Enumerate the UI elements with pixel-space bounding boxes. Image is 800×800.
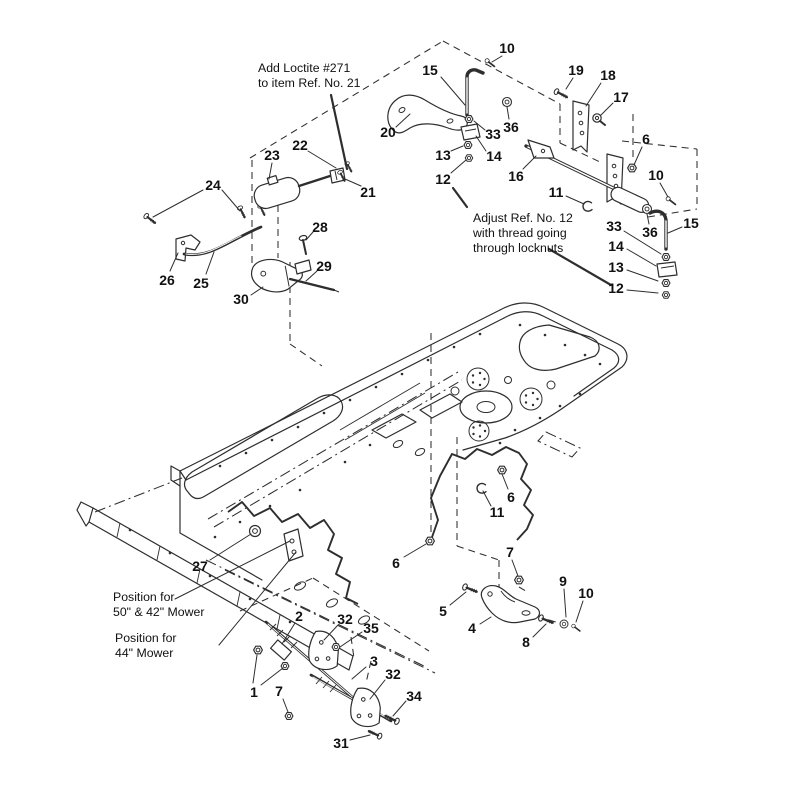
position-44-note: Position for 44" Mower — [115, 631, 177, 660]
callout-label-33: 33 — [485, 126, 501, 142]
leader-line-6 — [404, 544, 426, 557]
callout-label-5: 5 — [439, 603, 447, 619]
part-1-nut-a — [254, 646, 263, 654]
callout-label-10: 10 — [499, 40, 515, 56]
callout-label-9: 9 — [559, 573, 567, 589]
leader-line-7 — [512, 560, 518, 576]
callout-label-12: 12 — [435, 171, 451, 187]
leader-line-36 — [507, 107, 509, 119]
callout-label-20: 20 — [380, 124, 396, 140]
callout-label-32: 32 — [337, 611, 353, 627]
part-11-clip-upper — [583, 201, 592, 211]
leader-line-16 — [523, 156, 536, 169]
part-19-bolt — [553, 88, 568, 100]
callout-label-10: 10 — [648, 167, 664, 183]
callout-label-35: 35 — [363, 620, 379, 636]
callout-label-29: 29 — [316, 258, 332, 274]
callout-label-11: 11 — [548, 184, 564, 200]
part-23-actuator — [251, 168, 345, 211]
part-6-flange-nut-upper — [628, 164, 637, 172]
callout-label-28: 28 — [312, 219, 328, 235]
leader-line-1 — [253, 655, 257, 683]
leader-line-32 — [370, 680, 385, 699]
callout-label-2: 2 — [295, 608, 303, 624]
leader-line-8 — [533, 624, 546, 637]
callout-label-7: 7 — [506, 544, 514, 560]
part-28-shoulder-bolt — [299, 235, 308, 254]
callout-label-3: 3 — [370, 653, 378, 669]
leader-line-34 — [393, 701, 406, 716]
callout-label-6: 6 — [507, 489, 515, 505]
part-32-mount-plate-lower — [349, 687, 384, 728]
callout-label-6: 6 — [642, 131, 650, 147]
adjust-note-leader — [453, 188, 467, 207]
part-7-flange-nut-lower — [285, 713, 293, 720]
callout-label-30: 30 — [233, 291, 249, 307]
part-24-pin-right — [237, 205, 247, 218]
callout-label-32: 32 — [385, 666, 401, 682]
callout-label-23: 23 — [264, 147, 280, 163]
callout-label-27: 27 — [192, 558, 208, 574]
leader-line-27 — [210, 534, 251, 560]
callout-label-11: 11 — [489, 504, 505, 520]
part-10-clevis-pin-right — [665, 196, 676, 206]
leader-line-30 — [251, 287, 263, 295]
position-50-42-note: Position for 50" & 42" Mower — [113, 590, 205, 619]
part-33-locknut-front — [465, 116, 473, 123]
leader-line-35 — [340, 632, 362, 647]
part-14-trunnion-rear — [657, 262, 677, 277]
leader-line-11 — [566, 196, 584, 204]
leader-line-5 — [450, 592, 466, 605]
part-35-flange-nut — [332, 644, 340, 651]
part-29-rod — [290, 279, 339, 292]
leader-line-21 — [345, 179, 361, 186]
callout-label-31: 31 — [333, 735, 349, 751]
leader-line-3 — [352, 667, 366, 679]
part-11-clip-lower — [477, 483, 486, 493]
part-18-hanger-bracket-upper — [573, 101, 589, 152]
part-13-locknut-front — [464, 142, 472, 149]
callout-label-14: 14 — [486, 148, 502, 164]
part-13-locknut-rear — [662, 280, 670, 287]
leader-line-15 — [441, 77, 465, 105]
callout-label-19: 19 — [568, 62, 584, 78]
callout-label-12: 12 — [608, 280, 624, 296]
leader-line-13 — [451, 146, 463, 151]
part-36-washer-front — [503, 98, 512, 107]
part-33-locknut-rear — [662, 254, 670, 261]
loctite-note: Add Loctite #271 to item Ref. No. 21 — [258, 61, 361, 90]
callout-label-1: 1 — [250, 684, 258, 700]
callout-label-33: 33 — [606, 218, 622, 234]
callout-label-25: 25 — [193, 275, 209, 291]
leader-line-13 — [627, 270, 658, 281]
part-7-flange-nut-upper — [515, 576, 524, 584]
leader-line-10 — [660, 183, 668, 197]
part-9-washer — [560, 620, 568, 628]
callout-label-14: 14 — [608, 238, 624, 254]
callout-label-8: 8 — [522, 634, 530, 650]
callout-label-24: 24 — [205, 177, 221, 193]
part-17-pivot-pin — [593, 114, 605, 125]
leader-line-15 — [668, 227, 682, 233]
callout-label-26: 26 — [159, 272, 175, 288]
callout-leader-lines — [153, 56, 682, 740]
callout-label-18: 18 — [600, 67, 616, 83]
leader-line-17 — [601, 103, 613, 115]
callout-label-15: 15 — [683, 215, 699, 231]
part-30-guard-bracket — [250, 258, 311, 295]
part-12-adjuster-nut-rear — [662, 292, 669, 298]
part-6-flange-nut-mid — [498, 466, 507, 474]
leader-line-36 — [647, 214, 649, 224]
callout-label-16: 16 — [508, 168, 524, 184]
leader-line-9 — [564, 589, 566, 617]
frame-holes — [129, 324, 602, 647]
callout-label-6: 6 — [392, 555, 400, 571]
leader-line-24 — [222, 190, 240, 211]
adjust-note: Adjust Ref. No. 12 with thread going through locknuts — [473, 211, 573, 255]
leader-line-4 — [480, 617, 491, 624]
callout-label-10: 10 — [578, 585, 594, 601]
leader-line-6 — [502, 474, 508, 489]
callout-label-17: 17 — [613, 89, 629, 105]
part-27-washer-and-position-bracket — [250, 526, 304, 562]
callout-labels — [159, 40, 699, 751]
part-15-lift-rod-front — [467, 70, 483, 115]
leader-line-14 — [627, 249, 656, 266]
callout-label-34: 34 — [406, 688, 422, 704]
callout-label-21: 21 — [360, 184, 376, 200]
leader-line-19 — [566, 78, 573, 89]
part-24-pin-left — [143, 213, 157, 226]
leader-line-10 — [492, 56, 502, 62]
part-16-lift-shaft — [526, 140, 651, 215]
callout-label-36: 36 — [503, 119, 519, 135]
part-6-flange-nut-low — [426, 537, 435, 545]
loctite-note-leader — [331, 95, 347, 169]
part-10-clevis-pin-low — [571, 624, 581, 633]
leader-line-22 — [308, 151, 336, 168]
callout-label-4: 4 — [468, 620, 476, 636]
callout-label-15: 15 — [422, 62, 438, 78]
callout-label-13: 13 — [608, 259, 624, 275]
leader-line-10 — [576, 601, 583, 622]
callout-label-36: 36 — [642, 224, 658, 240]
leader-line-26 — [170, 253, 178, 271]
part-31-bolt — [368, 728, 383, 739]
callout-label-7: 7 — [275, 683, 283, 699]
leader-line-12 — [627, 290, 658, 293]
part-26-latch-lever — [176, 235, 200, 261]
leader-line-25 — [206, 252, 214, 274]
leader-line-6 — [634, 147, 642, 165]
leader-line-12 — [451, 160, 466, 173]
leader-line-31 — [350, 735, 370, 740]
callout-label-22: 22 — [292, 137, 308, 153]
leader-line-18 — [586, 83, 601, 106]
leader-line-7 — [283, 699, 288, 712]
part-20-lift-handle-bracket — [388, 95, 468, 133]
leader-line-24 — [153, 190, 203, 217]
callout-label-13: 13 — [435, 147, 451, 163]
